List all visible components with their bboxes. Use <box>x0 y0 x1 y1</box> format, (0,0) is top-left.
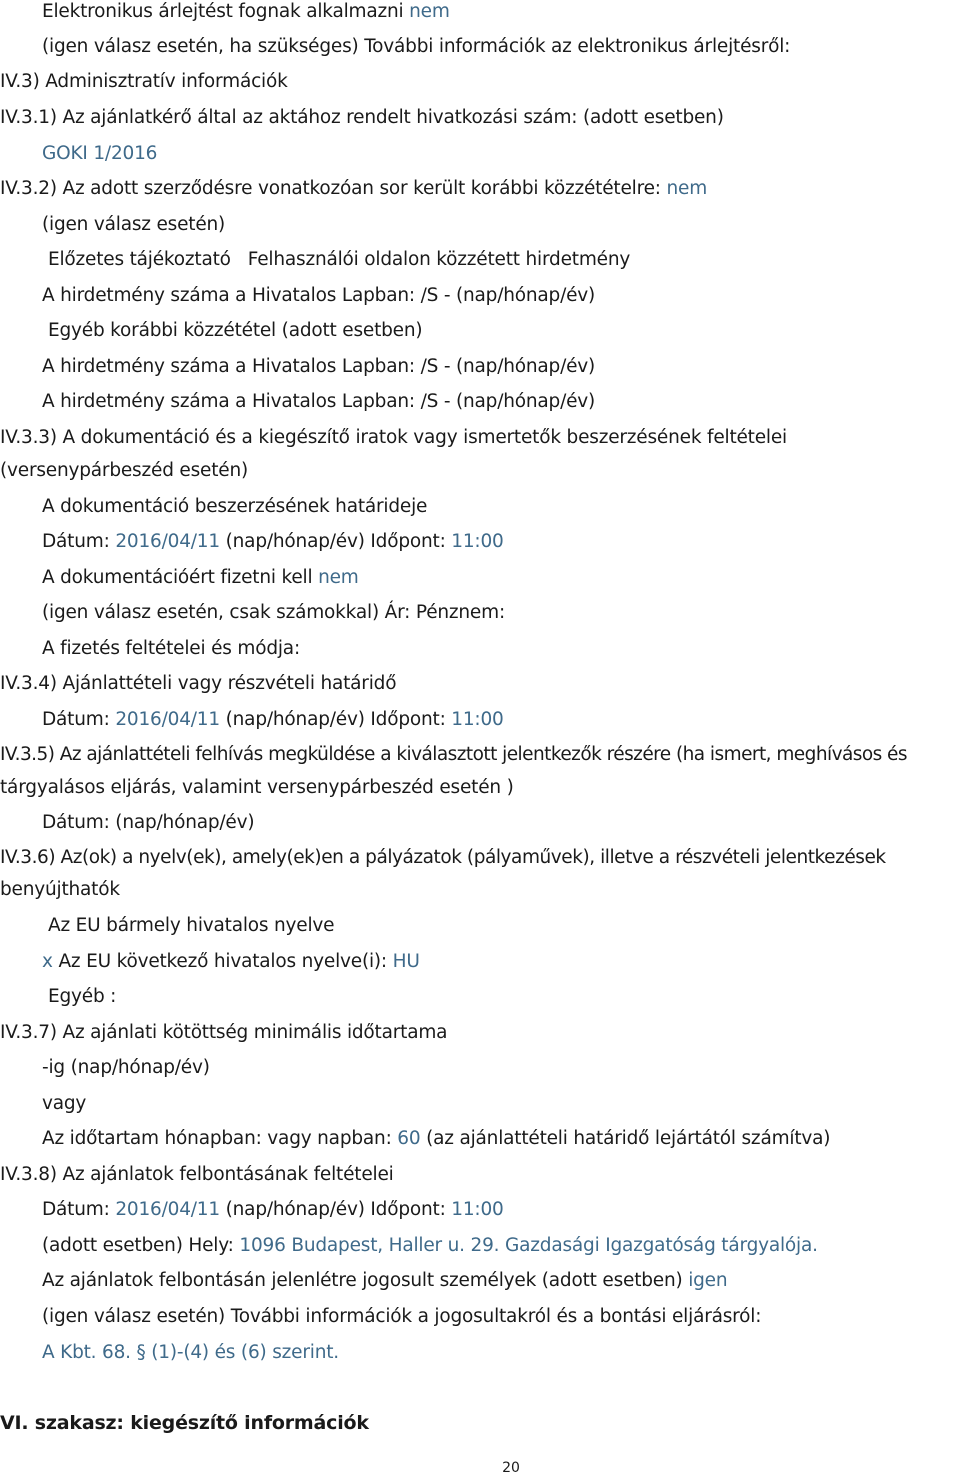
text-line: Egyéb korábbi közzététel (adott esetben) <box>48 320 423 341</box>
section-title: VI. szakasz: kiegészítő információk <box>0 1412 369 1434</box>
field-value: GOKI 1/2016 <box>42 143 158 164</box>
text-line: Előzetes tájékoztató Felhasználói oldalon közzétett hirdetmény <box>48 249 631 270</box>
field-value: 60 <box>397 1128 421 1149</box>
page-number: 20 <box>502 1460 520 1476</box>
text-line: tárgyalásos eljárás, valamint versenypárbeszéd esetén ) <box>0 777 514 798</box>
text-line: (igen válasz esetén, csak számokkal) Ár: Pénznem: <box>42 602 505 623</box>
text-line: Az ajánlatok felbontásán jelenlétre jogosult személyek (adott esetben) igen <box>42 1270 728 1291</box>
field-value: nem <box>666 178 708 199</box>
text-line: Az időtartam hónapban: vagy napban: 60 (az ajánlattételi határidő lejártától számítva) <box>42 1128 831 1149</box>
text-line: (igen válasz esetén) További információk a jogosultakról és a bontási eljárásról: <box>42 1306 762 1327</box>
subsection-heading: IV.3.1) Az ajánlatkérő által az aktához rendelt hivatkozási szám: (adott esetben) <box>0 107 724 128</box>
field-value: 11:00 <box>451 1199 504 1220</box>
text-line: A hirdetmény száma a Hivatalos Lapban: /S - (nap/hónap/év) <box>42 391 596 412</box>
text-line: Az EU bármely hivatalos nyelve <box>48 915 335 936</box>
field-value: 11:00 <box>451 531 504 552</box>
field-value: nem <box>318 567 359 588</box>
text-line: -ig (nap/hónap/év) <box>42 1057 210 1078</box>
field-value: 2016/04/11 <box>115 709 220 730</box>
text-line: Egyéb : <box>48 986 117 1007</box>
section-heading: IV.3) Adminisztratív információk <box>0 71 288 92</box>
subsection-heading: IV.3.3) A dokumentáció és a kiegészítő iratok vagy ismertetők beszerzésének feltételei <box>0 427 787 448</box>
text-line: vagy <box>42 1093 87 1114</box>
field-value: A Kbt. 68. § (1)-(4) és (6) szerint. <box>42 1342 339 1363</box>
text-line: (versenypárbeszéd esetén) <box>0 460 248 481</box>
field-value: 1096 Budapest, Haller u. 29. Gazdasági Igazgatóság tárgyalója. <box>239 1235 818 1256</box>
text-line: benyújthatók <box>0 879 120 900</box>
text-line: A dokumentációért fizetni kell nem <box>42 567 359 588</box>
subsection-heading: IV.3.7) Az ajánlati kötöttség minimális időtartama <box>0 1022 448 1043</box>
field-value: 2016/04/11 <box>115 1199 220 1220</box>
subsection-heading: IV.3.8) Az ajánlatok felbontásának feltételei <box>0 1164 394 1185</box>
text-line: x Az EU következő hivatalos nyelve(i): HU <box>42 951 420 972</box>
text-line: Dátum: 2016/04/11 (nap/hónap/év) Időpont: 11:00 <box>42 531 504 552</box>
text-line: (igen válasz esetén, ha szükséges) További információk az elektronikus árlejtésről: <box>42 36 791 57</box>
text-line: A hirdetmény száma a Hivatalos Lapban: /S - (nap/hónap/év) <box>42 356 596 377</box>
field-value: igen <box>688 1270 728 1291</box>
field-value: HU <box>392 951 420 972</box>
field-value: 11:00 <box>451 709 504 730</box>
subsection-heading: IV.3.6) Az(ok) a nyelv(ek), amely(ek)en a pályázatok (pályaművek), illetve a részvételi jelentkezések <box>0 847 886 868</box>
text-line: A fizetés feltételei és módja: <box>42 638 300 659</box>
checkbox-mark: x <box>42 951 53 972</box>
text-line: (adott esetben) Hely: 1096 Budapest, Haller u. 29. Gazdasági Igazgatóság tárgyalója. <box>42 1235 818 1256</box>
text-line: Elektronikus árlejtést fognak alkalmazni nem <box>42 1 450 22</box>
text-line: Dátum: 2016/04/11 (nap/hónap/év) Időpont: 11:00 <box>42 709 504 730</box>
text-line: A dokumentáció beszerzésének határideje <box>42 496 428 517</box>
subsection-heading: IV.3.4) Ajánlattételi vagy részvételi határidő <box>0 673 397 694</box>
field-value: nem <box>409 1 450 22</box>
subsection-heading: IV.3.2) Az adott szerződésre vonatkozóan sor került korábbi közzétételre: nem <box>0 178 708 199</box>
field-value: 2016/04/11 <box>115 531 220 552</box>
text-line: Dátum: (nap/hónap/év) <box>42 812 255 833</box>
subsection-heading: IV.3.5) Az ajánlattételi felhívás megküldése a kiválasztott jelentkezők részére (ha ismert, meghívásos és <box>0 744 907 765</box>
text-line: Dátum: 2016/04/11 (nap/hónap/év) Időpont: 11:00 <box>42 1199 504 1220</box>
text-line: (igen válasz esetén) <box>42 214 226 235</box>
text-line: A hirdetmény száma a Hivatalos Lapban: /S - (nap/hónap/év) <box>42 285 596 306</box>
